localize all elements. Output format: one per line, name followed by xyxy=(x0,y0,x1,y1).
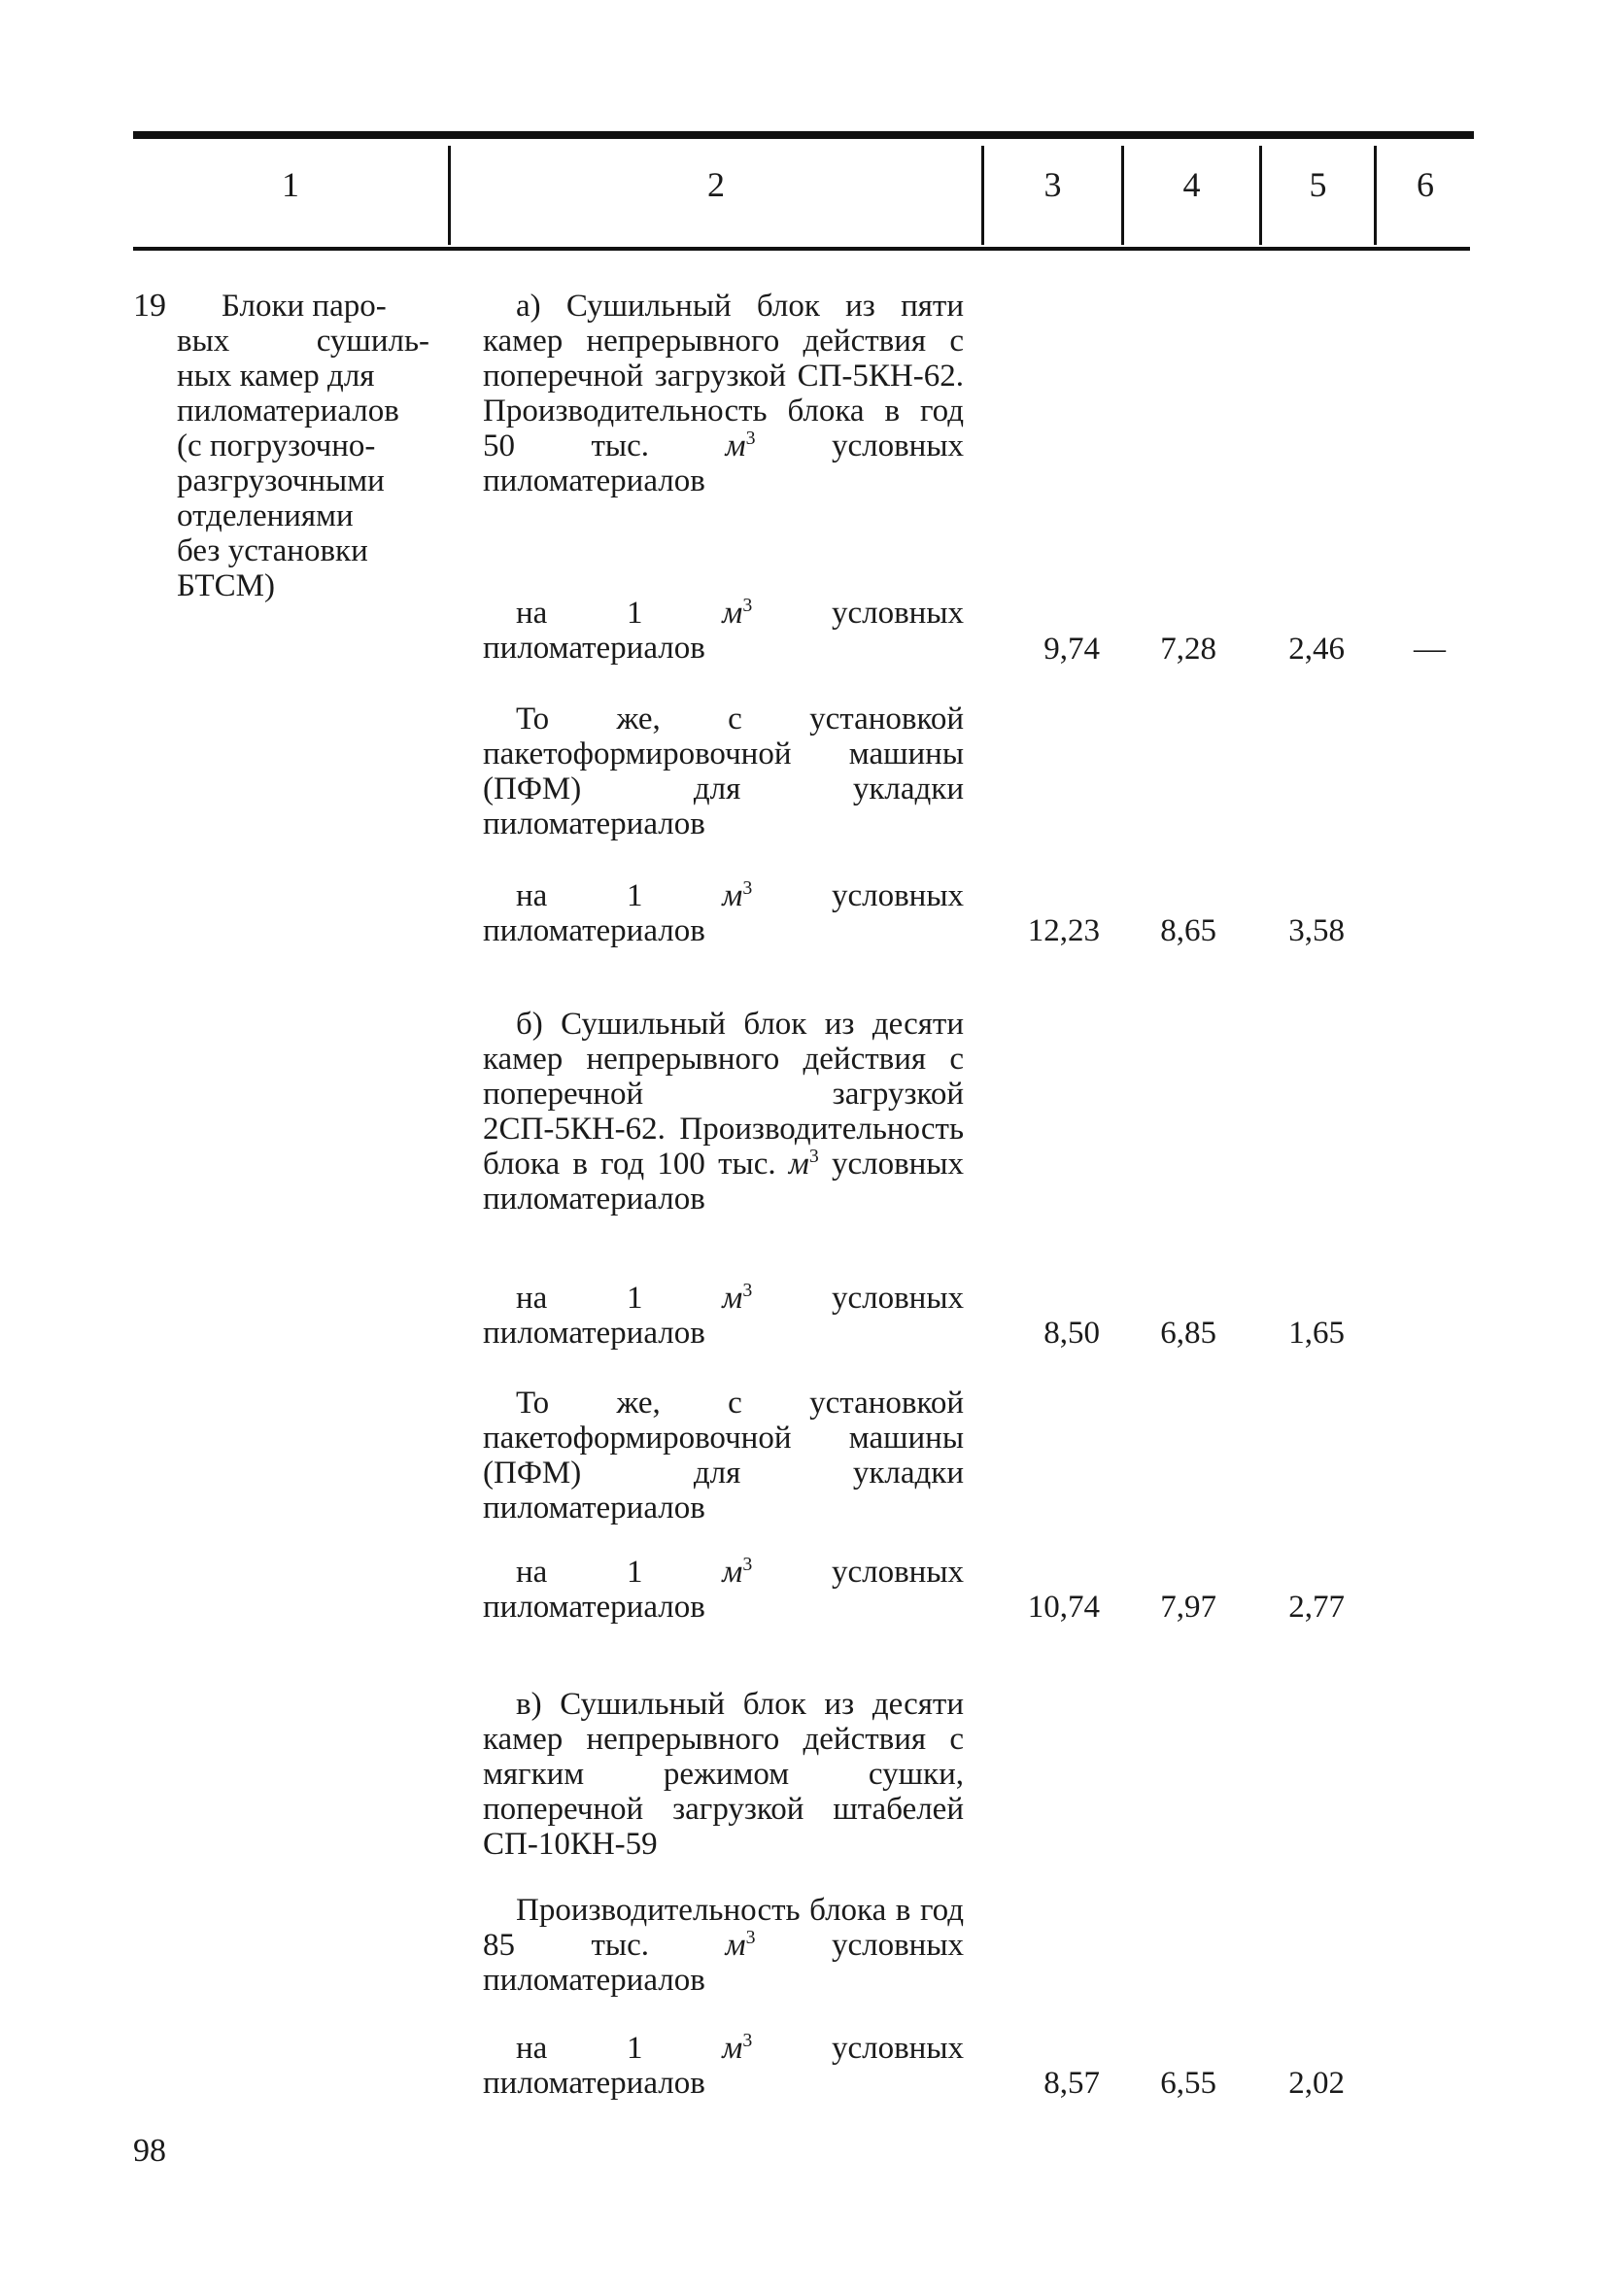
value-col4: 6,85 xyxy=(1160,1316,1216,1351)
page-number: 98 xyxy=(133,2133,166,2169)
column-header-6: 6 xyxy=(1417,165,1434,204)
entry-a-title: а) Сушильный блок из пяти камер непрерывного действия с поперечной загрузкой СП-5КН-62. Производительность блока в год 50 тыс. $м^3$ условных пиломатериалов xyxy=(483,289,965,498)
value-col3: 9,74 xyxy=(1043,632,1100,667)
row-name-line: БТСМ) xyxy=(177,568,276,603)
entry-a-unit: на 1 $м^3$ условных пиломатериалов xyxy=(483,595,964,666)
table-top-rule xyxy=(133,131,1474,139)
row-name-line: пиломатериалов xyxy=(177,394,399,428)
entry-a-pfm-unit: на 1 $м^3$ условных пиломатериалов xyxy=(483,877,964,948)
entry-v-unit: на 1 $м^3$ условных пиломатериалов xyxy=(483,2030,964,2101)
entry-a-pfm: То же, с установкой пакетоформировочной машины (ПФМ) для укладки пиломатериалов xyxy=(483,702,964,841)
value-col5: 2,77 xyxy=(1288,1590,1345,1625)
entry-b-unit: на 1 $м^3$ условных пиломатериалов xyxy=(483,1280,964,1351)
row-name xyxy=(177,289,429,603)
value-col5: 2,02 xyxy=(1288,2066,1345,2101)
value-col3: 12,23 xyxy=(1027,913,1100,948)
column-header-2: 2 xyxy=(707,165,725,204)
row-name-line: вых сушиль- xyxy=(177,324,429,359)
row-name-line: отделениями xyxy=(177,498,354,533)
value-col4: 7,28 xyxy=(1160,632,1216,667)
value-col4: 6,55 xyxy=(1160,2066,1216,2101)
column-header-5: 5 xyxy=(1309,165,1327,204)
row-name-line: разгрузочными xyxy=(177,463,385,498)
table-header-rule xyxy=(133,247,1470,251)
entry-v-title: в) Сушильный блок из десяти камер непрерывного действия с мягким режимом сушки, поперечной загрузкой штабелей СП-10КН-59 xyxy=(483,1687,964,1862)
entry-b-pfm-unit: на 1 $м^3$ условных пиломатериалов xyxy=(483,1554,964,1625)
row-number: 19 xyxy=(133,288,166,324)
row-name-line: Блоки паро- xyxy=(222,289,387,324)
value-col6: — xyxy=(1414,632,1446,667)
column-header-3: 3 xyxy=(1043,165,1062,204)
value-col4: 8,65 xyxy=(1160,913,1216,948)
value-col5: 1,65 xyxy=(1288,1316,1345,1351)
value-col5: 2,46 xyxy=(1288,632,1345,667)
row-name-line: (с погрузочно- xyxy=(177,428,376,463)
entry-b-title: б) Сушильный блок из десяти камер непрерывного действия с поперечной загрузкой 2СП-5КН-62. Производительность блока в год 100 тыс. $м^3$ условных пиломатериалов xyxy=(483,1007,964,1217)
column-header-1: 1 xyxy=(282,165,299,204)
value-col4: 7,97 xyxy=(1160,1590,1216,1625)
column-header-4: 4 xyxy=(1182,165,1201,204)
value-col5: 3,58 xyxy=(1288,913,1345,948)
value-col3: 8,50 xyxy=(1043,1316,1100,1351)
entry-b-pfm: То же, с установкой пакетоформировочной машины (ПФМ) для укладки пиломатериалов xyxy=(483,1386,964,1525)
entry-v-performance: Производительность блока в год 85 тыс. $м^3$ условных пиломатериалов xyxy=(483,1893,965,1998)
row-name-line: ных камер для xyxy=(177,359,375,394)
value-col3: 8,57 xyxy=(1043,2066,1100,2101)
value-col3: 10,74 xyxy=(1027,1590,1100,1625)
row-name-line: без установки xyxy=(177,533,368,568)
